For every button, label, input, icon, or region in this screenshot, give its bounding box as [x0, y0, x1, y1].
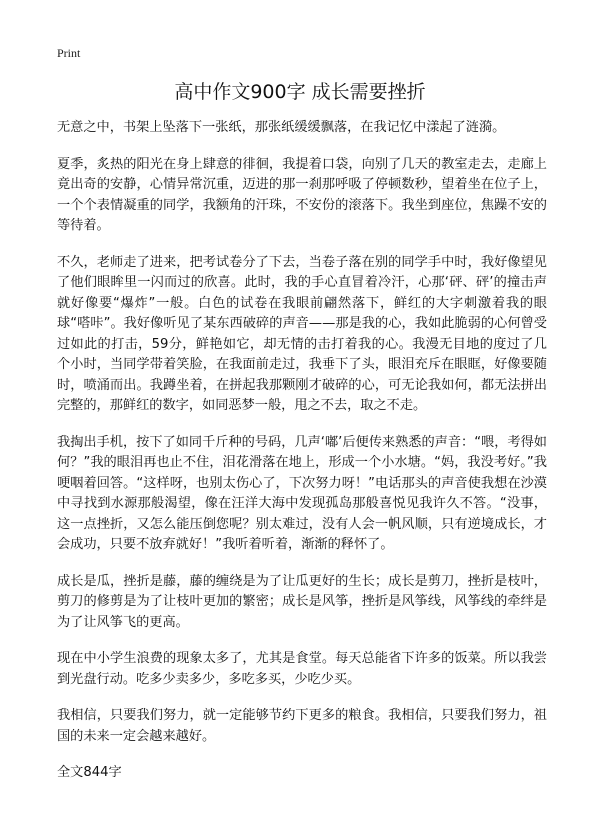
page-title: 高中作文900字 成长需要挫折	[174, 81, 426, 103]
print-link[interactable]: Print	[57, 46, 81, 60]
paragraph-3: 不久，老师走了进来，把考试卷分了下去，当卷子落在别的同学手中时，我好像望见了他们眼眸里一闪而过的欣喜。此时，我的手心直冒着冷汗，心那‘砰、砰’的撞击声就好像要“爆炸”一般。白色的试卷在我眼前翩然落下，鲜红的大字刺激着我的眼球“嗒咔”。我好像听见了某东西破碎的声音——那是我的心，我如此脆弱的心何曾受过如此的打击，59分，鲜艳如它，却无情的击打着我的心。我漫无目地的度过了几个小时，当同学带着笑脸，在我面前走过，我垂下了头，眼泪充斥在眼眶，好像要随时，喷涌而出。我蹲坐着，在拼起我那颗刚才破碎的心，可无论我如何，都无法拼出完整的，那鲜红的数字，如同恶梦一般，甩之不去，取之不走。	[57, 254, 547, 413]
paragraph-7: 我相信，只要我们努力，就一定能够节约下更多的粮食。我相信，只要我们努力，祖国的未来一定会越来越好。	[57, 708, 547, 744]
paragraph-5: 成长是瓜，挫折是藤，藤的缠绕是为了让瓜更好的生长；成长是剪刀，挫折是枝叶，剪刀的修剪是为了让枝叶更加的繁密；成长是风筝，挫折是风筝线，风筝线的牵绊是为了让风筝飞的更高。	[57, 573, 547, 630]
paragraph-4: 我掏出手机，按下了如同千斤种的号码，几声‘嘟’后便传来熟悉的声音：“喂，考得如何？”我的眼泪再也止不住，泪花滑落在地上，形成一个小水塘。“妈，我没考好。”我哽咽着回答。“这样呀，也别太伤心了，下次努力呀！”电话那头的声音使我想在沙漠中寻找到水源那般渴望，像在汪洋大海中发现孤岛那般喜悦见我许久不答。“没事，这一点挫折，又怎么能压倒您呢？别太难过，没有人会一帆风顺，只有逆境成长，才会成功，只要不放弃就好！”我听着听着，渐渐的释怀了。	[57, 434, 547, 552]
word-count: 全文844字	[57, 765, 122, 780]
article-body	[57, 118, 547, 784]
paragraph-2: 夏季，炙热的阳光在身上肆意的徘徊，我提着口袋，向别了几天的教室走去，走廊上竟出奇的安静，心情异常沉重，迈进的那一刹那呼吸了停顿数秒，望着坐在位子上，一个个表情凝重的同学，我额角的汗珠，不安份的滚落下。我坐到座位，焦躁不安的等待着。	[57, 156, 547, 233]
paragraph-6: 现在中小学生浪费的现象太多了，尤其是食堂。每天总能省下许多的饭菜。所以我尝到光盘行动。吃多少卖多少，多吃多买，少吃少买。	[57, 651, 547, 687]
paragraph-1: 无意之中，书架上坠落下一张纸，那张纸缓缓飘落，在我记忆中漾起了涟漪。	[57, 120, 506, 135]
